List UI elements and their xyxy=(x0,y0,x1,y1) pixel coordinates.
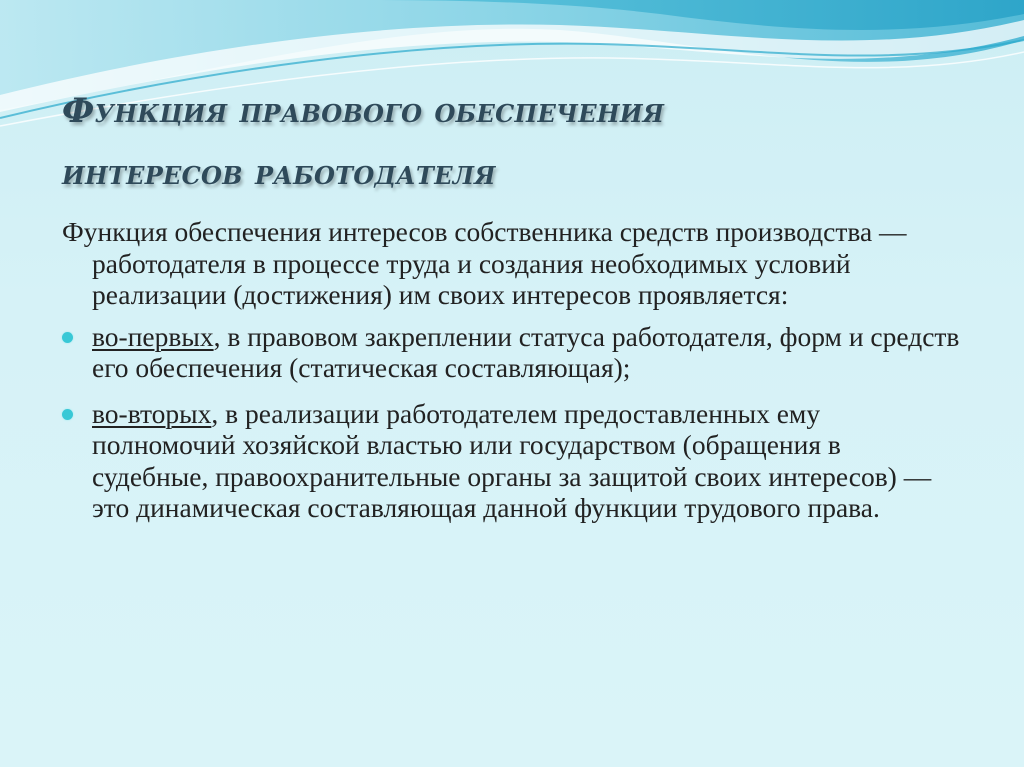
slide-body xyxy=(62,216,962,524)
bullet-dot-icon xyxy=(62,332,73,343)
point-text: , в реализации работодателем предоставленных ему полномочий хозяйской властью или государством (обращения в судебные, правоохранительные органы за защитой своих интересов) — это динамическая составляющая данной функции трудового права. xyxy=(92,397,932,523)
point-text: , в правовом закреплении статуса работодателя, форм и средств его обеспечения (статическая составляющая); xyxy=(92,320,960,383)
point-lead: во-первых xyxy=(92,320,214,352)
list-item xyxy=(62,398,962,524)
slide-title xyxy=(62,80,962,204)
title-line-1: Функция правового обеспечения xyxy=(62,91,665,131)
point-lead: во-вторых xyxy=(92,397,212,429)
intro-paragraph: Функция обеспечения интересов собственника средств производства — работодателя в процессе труда и создания необходимых условий реализации (достижения) им своих интересов проявляется: xyxy=(62,216,907,310)
bullet-list xyxy=(62,321,962,524)
list-item xyxy=(62,321,962,384)
bullet-dot-icon xyxy=(62,409,73,420)
title-line-2: интересов работодателя xyxy=(62,153,496,193)
